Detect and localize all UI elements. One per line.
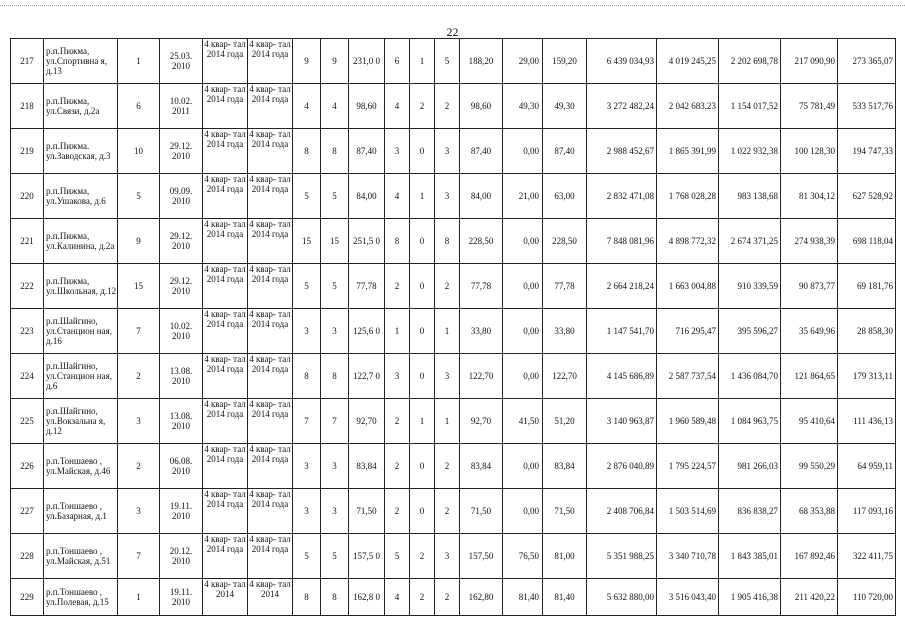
cost-local: 217 090,90 [781,39,838,84]
rooms-total: 3 [385,129,410,174]
area-total: 228,50 [460,219,503,264]
row-number: 219 [11,129,44,174]
residents-resettled: 5 [321,264,349,309]
rooms-municipal: 3 [435,174,460,219]
cost-region: 1 436 084,70 [719,354,781,399]
reason-code: 9 [118,219,160,264]
table-row [11,399,896,444]
residents-count: 8 [293,354,321,399]
residents-count: 3 [293,309,321,354]
cost-region: 983 138,68 [719,174,781,219]
total-area: 251,5 0 [349,219,385,264]
cost-extra: 194 747,33 [838,129,896,174]
planned-date: 4 квар- тал 2014 года [203,39,248,84]
recognition-date: 29.12. 2010 [160,129,203,174]
cost-total: 6 439 034,93 [587,39,657,84]
address: р.п.Пижма. ул.Заводская, д.3 [44,129,118,174]
rooms-private: 1 [410,39,435,84]
address: р.п.Шайгино, ул.Станцион ная, д.16 [44,309,118,354]
total-area: 122,7 0 [349,354,385,399]
cost-extra: 627 528,92 [838,174,896,219]
cost-region: 981 266,03 [719,444,781,489]
cost-local: 167 892,46 [781,534,838,579]
area-total: 162,80 [460,579,503,616]
cost-extra: 698 118,04 [838,219,896,264]
area-private: 81,40 [503,579,543,616]
cost-total: 2 664 218,24 [587,264,657,309]
cost-region: 1 905 416,38 [719,579,781,616]
actual-date: 4 квар- тал 2014 года [248,399,293,444]
reason-code: 2 [118,354,160,399]
rooms-municipal: 1 [435,309,460,354]
table-row [11,219,896,264]
address: р.п.Шайгино, ул.Вокзальна я, д.12 [44,399,118,444]
recognition-date: 19.11. 2010 [160,579,203,616]
rooms-total: 2 [385,489,410,534]
area-total: 87,40 [460,129,503,174]
planned-date: 4 квар- тал 2014 года [203,399,248,444]
cost-fund: 1 795 224,57 [657,444,719,489]
area-private: 0,00 [503,219,543,264]
planned-date: 4 квар- тал 2014 года [203,264,248,309]
recognition-date: 29.12. 2010 [160,264,203,309]
rooms-municipal: 3 [435,354,460,399]
cost-total: 2 832 471,08 [587,174,657,219]
area-private: 0,00 [503,309,543,354]
cost-local: 100 128,30 [781,129,838,174]
page-number: 22 [446,25,459,39]
cost-local: 99 550,29 [781,444,838,489]
rooms-total: 2 [385,444,410,489]
residents-count: 3 [293,489,321,534]
reason-code: 3 [118,489,160,534]
actual-date: 4 квар- тал 2014 года [248,489,293,534]
residents-count: 3 [293,444,321,489]
reason-code: 6 [118,84,160,129]
residents-count: 9 [293,39,321,84]
total-area: 231,0 0 [349,39,385,84]
recognition-date: 06.08. 2010 [160,444,203,489]
rooms-total: 2 [385,264,410,309]
residents-resettled: 5 [321,534,349,579]
rooms-total: 1 [385,309,410,354]
cost-extra: 69 181,76 [838,264,896,309]
planned-date: 4 квар- тал 2014 года [203,84,248,129]
planned-date: 4 квар- тал 2014 года [203,444,248,489]
table-row [11,354,896,399]
rooms-private: 2 [410,534,435,579]
residents-count: 7 [293,399,321,444]
area-municipal: 33,80 [543,309,587,354]
rooms-total: 4 [385,84,410,129]
total-area: 157,5 0 [349,534,385,579]
rooms-private: 0 [410,354,435,399]
residents-resettled: 8 [321,354,349,399]
address: р.п.Тоншаево , ул.Майская, д.51 [44,534,118,579]
table-row [11,444,896,489]
area-total: 71,50 [460,489,503,534]
area-municipal: 51,20 [543,399,587,444]
address: р.п.Пижма, ул.Спортивна я, д.13 [44,39,118,84]
cost-fund: 4 019 245,25 [657,39,719,84]
rooms-private: 0 [410,444,435,489]
cost-extra: 273 365,07 [838,39,896,84]
area-municipal: 81,00 [543,534,587,579]
area-private: 0,00 [503,264,543,309]
rooms-private: 0 [410,219,435,264]
rooms-municipal: 2 [435,444,460,489]
rooms-municipal: 8 [435,219,460,264]
cost-total: 2 876 040,89 [587,444,657,489]
table-row [11,309,896,354]
reason-code: 7 [118,534,160,579]
area-total: 188,20 [460,39,503,84]
area-municipal: 228,50 [543,219,587,264]
residents-count: 8 [293,129,321,174]
residents-resettled: 9 [321,39,349,84]
cost-extra: 110 720,00 [838,579,896,616]
planned-date: 4 квар- тал 2014 года [203,309,248,354]
cost-region: 1 022 932,38 [719,129,781,174]
residents-resettled: 4 [321,84,349,129]
area-private: 41,50 [503,399,543,444]
cost-fund: 1 503 514,69 [657,489,719,534]
row-number: 223 [11,309,44,354]
residents-resettled: 3 [321,489,349,534]
residents-resettled: 3 [321,444,349,489]
cost-total: 5 351 988,25 [587,534,657,579]
rooms-private: 1 [410,399,435,444]
rooms-total: 4 [385,174,410,219]
rooms-private: 1 [410,174,435,219]
area-municipal: 49,30 [543,84,587,129]
cost-local: 68 353,88 [781,489,838,534]
cost-local: 274 938,39 [781,219,838,264]
planned-date: 4 квар- тал 2014 года [203,174,248,219]
total-area: 125,6 0 [349,309,385,354]
area-municipal: 122,70 [543,354,587,399]
area-municipal: 63,00 [543,174,587,219]
address: р.п.Пижма, ул.Ушакова, д.6 [44,174,118,219]
cost-local: 95 410,64 [781,399,838,444]
planned-date: 4 квар- тал 2014 года [203,489,248,534]
residents-resettled: 3 [321,309,349,354]
planned-date: 4 квар- тал 2014 года [203,534,248,579]
reason-code: 2 [118,444,160,489]
total-area: 84,00 [349,174,385,219]
cost-region: 395 596,27 [719,309,781,354]
rooms-total: 8 [385,219,410,264]
address: р.п.Пижма, ул.Школьная, д.12 [44,264,118,309]
rooms-total: 3 [385,354,410,399]
residents-resettled: 7 [321,399,349,444]
area-municipal: 159,20 [543,39,587,84]
recognition-date: 29.12. 2010 [160,219,203,264]
residents-count: 5 [293,174,321,219]
cost-extra: 64 959,11 [838,444,896,489]
area-private: 21,00 [503,174,543,219]
cost-fund: 716 295,47 [657,309,719,354]
table-row [11,39,896,84]
area-total: 83,84 [460,444,503,489]
address: р.п.Тоншаево , ул.Майская, д.46 [44,444,118,489]
cost-total: 1 147 541,70 [587,309,657,354]
address: р.п.Тоншаево , ул.Полевая, д.15 [44,579,118,616]
actual-date: 4 квар- тал 2014 [248,579,293,616]
cost-extra: 111 436,13 [838,399,896,444]
address: р.п.Пижма, ул.Связи, д.2а [44,84,118,129]
address: р.п.Тоншаево , ул.Базарная, д.1 [44,489,118,534]
area-municipal: 81,40 [543,579,587,616]
area-private: 0,00 [503,489,543,534]
recognition-date: 09.09. 2010 [160,174,203,219]
area-municipal: 77,78 [543,264,587,309]
cost-local: 90 873,77 [781,264,838,309]
row-number: 221 [11,219,44,264]
residents-count: 5 [293,534,321,579]
planned-date: 4 квар- тал 2014 года [203,354,248,399]
row-number: 229 [11,579,44,616]
reason-code: 7 [118,309,160,354]
row-number: 217 [11,39,44,84]
row-number: 224 [11,354,44,399]
cost-region: 2 202 698,78 [719,39,781,84]
page-top-rule [0,5,905,6]
area-total: 84,00 [460,174,503,219]
actual-date: 4 квар- тал 2014 года [248,84,293,129]
rooms-private: 0 [410,129,435,174]
cost-total: 2 988 452,67 [587,129,657,174]
cost-fund: 2 587 737,54 [657,354,719,399]
table-row [11,84,896,129]
cost-total: 5 632 880,00 [587,579,657,616]
area-total: 98,60 [460,84,503,129]
rooms-municipal: 3 [435,129,460,174]
actual-date: 4 квар- тал 2014 года [248,354,293,399]
cost-fund: 1 865 391,99 [657,129,719,174]
reason-code: 1 [118,39,160,84]
actual-date: 4 квар- тал 2014 года [248,309,293,354]
rooms-private: 0 [410,489,435,534]
row-number: 220 [11,174,44,219]
cost-fund: 1 663 004,88 [657,264,719,309]
cost-region: 2 674 371,25 [719,219,781,264]
row-number: 227 [11,489,44,534]
housing-resettlement-table [10,38,896,616]
cost-extra: 28 858,30 [838,309,896,354]
cost-fund: 2 042 683,23 [657,84,719,129]
cost-total: 3 140 963,87 [587,399,657,444]
area-total: 92,70 [460,399,503,444]
cost-extra: 322 411,75 [838,534,896,579]
rooms-municipal: 2 [435,579,460,616]
address: р.п.Пижма, ул.Калинина, д.2а [44,219,118,264]
residents-count: 5 [293,264,321,309]
total-area: 77,78 [349,264,385,309]
actual-date: 4 квар- тал 2014 года [248,264,293,309]
cost-total: 4 145 686,89 [587,354,657,399]
planned-date: 4 квар- тал 2014 [203,579,248,616]
recognition-date: 20.12. 2010 [160,534,203,579]
rooms-total: 5 [385,534,410,579]
cost-region: 910 339,59 [719,264,781,309]
row-number: 226 [11,444,44,489]
rooms-private: 2 [410,84,435,129]
total-area: 71,50 [349,489,385,534]
area-private: 0,00 [503,354,543,399]
rooms-municipal: 1 [435,399,460,444]
planned-date: 4 квар- тал 2014 года [203,129,248,174]
area-private: 76,50 [503,534,543,579]
reason-code: 10 [118,129,160,174]
row-number: 228 [11,534,44,579]
cost-region: 1 084 963,75 [719,399,781,444]
cost-fund: 4 898 772,32 [657,219,719,264]
rooms-total: 6 [385,39,410,84]
area-private: 29,00 [503,39,543,84]
area-total: 77,78 [460,264,503,309]
recognition-date: 19.11. 2010 [160,489,203,534]
cost-local: 81 304,12 [781,174,838,219]
actual-date: 4 квар- тал 2014 года [248,39,293,84]
table-row [11,489,896,534]
area-private: 0,00 [503,444,543,489]
recognition-date: 13.08. 2010 [160,354,203,399]
cost-fund: 1 960 589,48 [657,399,719,444]
cost-total: 2 408 706,84 [587,489,657,534]
area-total: 122,70 [460,354,503,399]
total-area: 83,84 [349,444,385,489]
area-municipal: 71,50 [543,489,587,534]
rooms-total: 2 [385,399,410,444]
rooms-private: 0 [410,264,435,309]
cost-local: 121 864,65 [781,354,838,399]
cost-region: 1 154 017,52 [719,84,781,129]
cost-region: 1 843 385,01 [719,534,781,579]
residents-count: 8 [293,579,321,616]
cost-fund: 1 768 028,28 [657,174,719,219]
reason-code: 5 [118,174,160,219]
area-total: 33,80 [460,309,503,354]
total-area: 87,40 [349,129,385,174]
area-municipal: 83,84 [543,444,587,489]
cost-fund: 3 516 043,40 [657,579,719,616]
total-area: 92,70 [349,399,385,444]
total-area: 162,8 0 [349,579,385,616]
recognition-date: 10.02. 2010 [160,309,203,354]
rooms-municipal: 2 [435,264,460,309]
actual-date: 4 квар- тал 2014 года [248,129,293,174]
reason-code: 3 [118,399,160,444]
residents-count: 4 [293,84,321,129]
residents-resettled: 8 [321,579,349,616]
area-total: 157,50 [460,534,503,579]
cost-fund: 3 340 710,78 [657,534,719,579]
recognition-date: 10.02. 2011 [160,84,203,129]
table-row [11,579,896,616]
rooms-municipal: 2 [435,489,460,534]
cost-local: 75 781,49 [781,84,838,129]
cost-extra: 179 313,11 [838,354,896,399]
reason-code: 1 [118,579,160,616]
cost-region: 836 838,27 [719,489,781,534]
recognition-date: 25.03. 2010 [160,39,203,84]
row-number: 218 [11,84,44,129]
residents-resettled: 5 [321,174,349,219]
cost-total: 7 848 081,96 [587,219,657,264]
table-row [11,534,896,579]
row-number: 222 [11,264,44,309]
rooms-municipal: 2 [435,84,460,129]
residents-resettled: 15 [321,219,349,264]
residents-resettled: 8 [321,129,349,174]
area-private: 0,00 [503,129,543,174]
area-municipal: 87,40 [543,129,587,174]
total-area: 98,60 [349,84,385,129]
actual-date: 4 квар- тал 2014 года [248,534,293,579]
rooms-private: 2 [410,579,435,616]
table-row [11,264,896,309]
area-private: 49,30 [503,84,543,129]
rooms-municipal: 5 [435,39,460,84]
address: р.п.Шайгино, ул.Станцион ная, д.6 [44,354,118,399]
row-number: 225 [11,399,44,444]
actual-date: 4 квар- тал 2014 года [248,219,293,264]
planned-date: 4 квар- тал 2014 года [203,219,248,264]
cost-total: 3 272 482,24 [587,84,657,129]
reason-code: 15 [118,264,160,309]
cost-extra: 533 517,76 [838,84,896,129]
actual-date: 4 квар- тал 2014 года [248,174,293,219]
cost-local: 35 649,96 [781,309,838,354]
table-row [11,129,896,174]
actual-date: 4 квар- тал 2014 года [248,444,293,489]
cost-local: 211 420,22 [781,579,838,616]
residents-count: 15 [293,219,321,264]
rooms-municipal: 3 [435,534,460,579]
rooms-private: 0 [410,309,435,354]
recognition-date: 13.08. 2010 [160,399,203,444]
table-row [11,174,896,219]
rooms-total: 4 [385,579,410,616]
cost-extra: 117 093,16 [838,489,896,534]
